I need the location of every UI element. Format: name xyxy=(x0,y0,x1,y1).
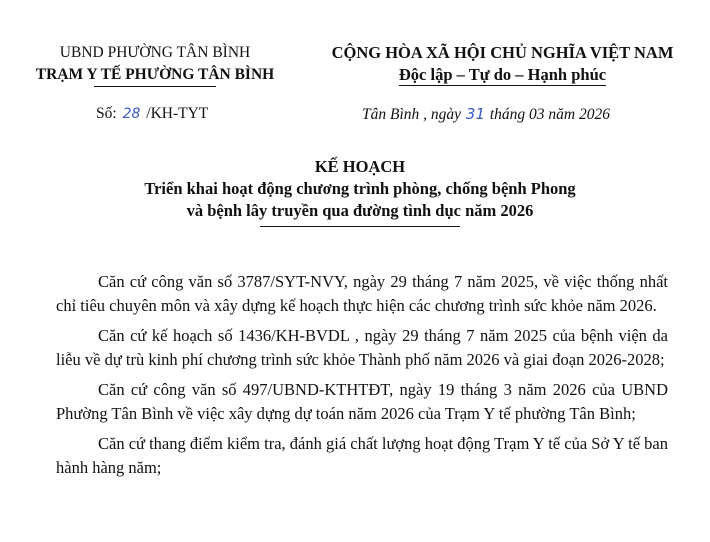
national-motto xyxy=(310,42,695,86)
document-date xyxy=(362,104,610,125)
agency-name: TRẠM Y TẾ PHƯỜNG TÂN BÌNH xyxy=(35,66,275,83)
date-prefix: Tân Bình , ngày xyxy=(362,106,462,123)
motto-text: Độc lập – Tự do – Hạnh phúc xyxy=(398,65,607,84)
paragraph: Căn cứ công văn số 497/UBND-KTHTĐT, ngày 19 tháng 3 năm 2026 của UBND Phường Tân Bình về việc xây dựng dự toán năm 2026 của Trạm Y tế phường Tân Bình; xyxy=(56,380,668,423)
title-underline xyxy=(260,226,460,227)
agency-parent: UBND PHƯỜNG TÂN BÌNH xyxy=(59,44,251,61)
agency-underline xyxy=(94,86,216,87)
handwritten-number: 28 xyxy=(122,106,141,122)
date-suffix: tháng 03 năm 2026 xyxy=(489,106,610,123)
country-name: CỘNG HÒA XÃ HỘI CHỦ NGHĨA VIỆT NAM xyxy=(331,43,674,62)
paragraph: Căn cứ thang điểm kiểm tra, đánh giá chất lượng hoạt động Trạm Y tế của Sở Y tế ban hành hàng năm; xyxy=(56,434,668,477)
paragraph: Căn cứ kế hoạch số 1436/KH-BVDL , ngày 29 tháng 7 năm 2025 của bệnh viện da liễu về dự trù kinh phí chương trình sức khỏe Thành phố năm 2026 và giai đoạn 2026-2028; xyxy=(56,326,668,369)
number-prefix: Số: xyxy=(96,105,117,122)
number-suffix: /KH-TYT xyxy=(146,105,209,122)
document-number xyxy=(96,104,208,124)
handwritten-day: 31 xyxy=(465,105,485,123)
title-subject-line2: và bệnh lây truyền qua đường tình dục năm 2026 xyxy=(186,201,534,220)
issuing-agency xyxy=(24,42,286,87)
document-body xyxy=(56,270,668,486)
document-title xyxy=(60,156,660,227)
motto-line xyxy=(310,64,695,86)
paragraph: Căn cứ công văn số 3787/SYT-NVY, ngày 29 tháng 7 năm 2025, về việc thống nhất chỉ tiêu chuyên môn và xây dựng kế hoạch thực hiện các chương trình sức khỏe năm 2026. xyxy=(56,272,668,315)
title-subject-line1: Triển khai hoạt động chương trình phòng, chống bệnh Phong xyxy=(144,179,576,198)
title-type: KẾ HOẠCH xyxy=(314,157,406,176)
